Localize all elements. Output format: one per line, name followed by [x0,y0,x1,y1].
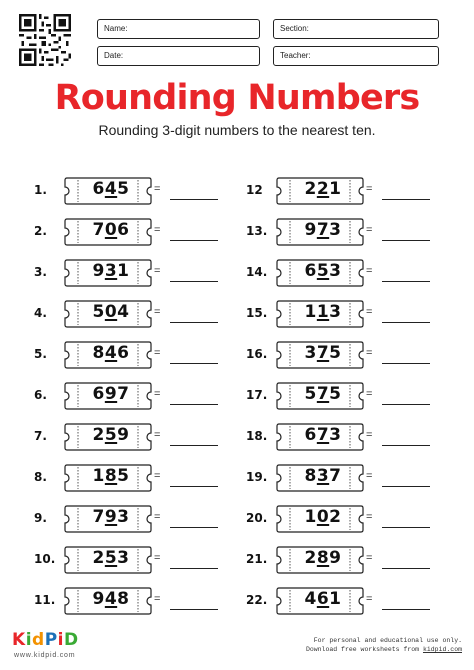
answer-line[interactable] [382,445,430,446]
tens-digit-underlined: 7 [316,425,330,445]
date-label: Date: [104,51,124,60]
ones-digit: 7 [329,466,342,486]
ticket-number [82,425,140,445]
ones-digit: 3 [117,548,130,568]
tens-digit-underlined: 7 [316,343,330,363]
qr-code-icon [19,14,71,66]
tens-digit-underlined: 0 [104,302,118,322]
section-label: Section: [280,24,309,33]
ticket-number [294,589,352,609]
equals-sign: = [154,265,161,277]
hundreds-digit: 6 [304,425,317,445]
ones-digit: 5 [329,384,342,404]
worksheet-subtitle: Rounding 3-digit numbers to the nearest ten. [98,122,376,138]
number-ticket [276,259,364,287]
ticket-number [82,343,140,363]
number-ticket [64,382,152,410]
answer-line[interactable] [382,199,430,200]
hundreds-digit: 1 [304,507,317,527]
name-label: Name: [104,24,128,33]
ones-digit: 5 [117,466,130,486]
answer-line[interactable] [382,404,430,405]
equals-sign: = [366,552,373,564]
answer-line[interactable] [170,199,218,200]
equals-sign: = [366,388,373,400]
footer-line-1: For personal and educational use only. [313,637,462,644]
tens-digit-underlined: 5 [104,548,118,568]
footer-site-link[interactable]: kidpid.com [422,646,462,653]
ticket-number [82,261,140,281]
footer-line-2-prefix: Download free worksheets from [305,646,423,653]
ones-digit: 3 [329,425,342,445]
hundreds-digit: 7 [92,507,105,527]
ones-digit: 6 [117,220,130,240]
ones-digit: 3 [329,261,342,281]
ones-digit: 5 [329,343,342,363]
ticket-number [82,589,140,609]
hundreds-digit: 8 [304,466,317,486]
answer-line[interactable] [170,486,218,487]
ones-digit: 2 [329,507,342,527]
logo-letter: i [25,630,33,650]
number-ticket [276,300,364,328]
number-ticket [276,341,364,369]
hundreds-digit: 2 [92,425,105,445]
problem-number: 8. [34,470,47,484]
worksheet-title: Rounding Numbers [54,78,420,118]
hundreds-digit: 2 [304,548,317,568]
ones-digit: 9 [329,548,342,568]
equals-sign: = [154,183,161,195]
ones-digit: 3 [329,220,342,240]
answer-line[interactable] [382,322,430,323]
number-ticket [64,218,152,246]
number-ticket [64,464,152,492]
hundreds-digit: 2 [304,179,317,199]
problem-number: 5. [34,347,47,361]
hundreds-digit: 5 [92,302,105,322]
ticket-number [82,548,140,568]
ticket-number [294,261,352,281]
ones-digit: 4 [117,302,130,322]
answer-line[interactable] [170,568,218,569]
ticket-number [294,425,352,445]
problem-number: 15. [246,306,268,320]
hundreds-digit: 5 [304,384,317,404]
problem-number: 6. [34,388,47,402]
problem-number: 1. [34,183,47,197]
hundreds-digit: 6 [304,261,317,281]
tens-digit-underlined: 4 [104,343,118,363]
section-field[interactable] [273,19,439,39]
tens-digit-underlined: 9 [104,384,118,404]
equals-sign: = [154,511,161,523]
hundreds-digit: 4 [304,589,317,609]
answer-line[interactable] [170,609,218,610]
ticket-number [294,507,352,527]
tens-digit-underlined: 3 [316,466,330,486]
number-ticket [64,505,152,533]
ticket-number [294,179,352,199]
number-ticket [276,546,364,574]
equals-sign: = [154,429,161,441]
ones-digit: 5 [117,179,130,199]
ones-digit: 8 [117,589,130,609]
tens-digit-underlined: 3 [104,261,118,281]
ticket-number [294,384,352,404]
answer-line[interactable] [170,363,218,364]
equals-sign: = [154,388,161,400]
logo-letter: K [12,630,26,650]
number-ticket [276,505,364,533]
ticket-number [294,302,352,322]
equals-sign: = [366,593,373,605]
tens-digit-underlined: 9 [104,507,118,527]
ticket-number [82,507,140,527]
equals-sign: = [366,183,373,195]
equals-sign: = [154,306,161,318]
number-ticket [64,423,152,451]
footer-line-2 [306,645,462,654]
tens-digit-underlined: 4 [104,589,118,609]
number-ticket [276,464,364,492]
problem-number: 14. [246,265,268,279]
ones-digit: 3 [329,302,342,322]
number-ticket [276,587,364,615]
ticket-number [82,179,140,199]
problem-number: 11. [34,593,56,607]
hundreds-digit: 7 [92,220,105,240]
tens-digit-underlined: 6 [316,589,330,609]
ticket-number [294,548,352,568]
tens-digit-underlined: 1 [316,302,330,322]
footer-note [306,636,462,654]
number-ticket [64,177,152,205]
hundreds-digit: 6 [92,384,105,404]
equals-sign: = [366,224,373,236]
problem-number: 19. [246,470,268,484]
problem-number: 4. [34,306,47,320]
teacher-label: Teacher: [280,51,311,60]
teacher-field[interactable] [273,46,439,66]
answer-line[interactable] [382,527,430,528]
number-ticket [64,546,152,574]
hundreds-digit: 1 [92,466,105,486]
hundreds-digit: 6 [92,179,105,199]
equals-sign: = [366,511,373,523]
problem-number: 10. [34,552,56,566]
equals-sign: = [366,429,373,441]
equals-sign: = [154,593,161,605]
answer-line[interactable] [170,404,218,405]
logo-url: www.kidpid.com [14,652,76,659]
ticket-number [82,220,140,240]
equals-sign: = [366,470,373,482]
number-ticket [64,341,152,369]
tens-digit-underlined: 7 [316,220,330,240]
problem-number: 7. [34,429,47,443]
answer-line[interactable] [382,281,430,282]
tens-digit-underlined: 5 [316,261,330,281]
tens-digit-underlined: 8 [316,548,330,568]
equals-sign: = [154,224,161,236]
logo-letter: D [63,630,79,650]
answer-line[interactable] [382,568,430,569]
tens-digit-underlined: 4 [104,179,118,199]
ones-digit: 7 [117,384,130,404]
equals-sign: = [154,470,161,482]
answer-line[interactable] [170,445,218,446]
equals-sign: = [366,265,373,277]
kidpid-logo [12,630,79,650]
hundreds-digit: 2 [92,548,105,568]
ones-digit: 1 [117,261,130,281]
hundreds-digit: 9 [92,589,105,609]
ones-digit: 6 [117,343,130,363]
problem-number: 17. [246,388,268,402]
number-ticket [64,300,152,328]
problem-number: 3. [34,265,47,279]
logo-letter: P [44,630,58,650]
equals-sign: = [366,306,373,318]
equals-sign: = [366,347,373,359]
number-ticket [64,259,152,287]
hundreds-digit: 8 [92,343,105,363]
answer-line[interactable] [170,322,218,323]
problem-number: 18. [246,429,268,443]
ticket-number [294,343,352,363]
name-field[interactable] [97,19,260,39]
ticket-number [82,384,140,404]
ones-digit: 1 [329,179,342,199]
problem-number: 2. [34,224,47,238]
answer-line[interactable] [382,363,430,364]
equals-sign: = [154,347,161,359]
problem-number: 20. [246,511,268,525]
ticket-number [82,302,140,322]
number-ticket [276,218,364,246]
answer-line[interactable] [382,240,430,241]
problem-number: 13. [246,224,268,238]
ones-digit: 9 [117,425,130,445]
problem-number: 9. [34,511,47,525]
answer-line[interactable] [382,486,430,487]
problem-number: 22. [246,593,268,607]
answer-line[interactable] [170,240,218,241]
tens-digit-underlined: 0 [316,507,330,527]
hundreds-digit: 1 [304,302,317,322]
ticket-number [294,220,352,240]
ones-digit: 1 [329,589,342,609]
problem-number: 21. [246,552,268,566]
equals-sign: = [154,552,161,564]
hundreds-digit: 9 [304,220,317,240]
tens-digit-underlined: 7 [316,384,330,404]
ticket-number [82,466,140,486]
logo-letter: d [32,630,45,650]
ones-digit: 3 [117,507,130,527]
problem-number: 16. [246,347,268,361]
tens-digit-underlined: 2 [316,179,330,199]
tens-digit-underlined: 0 [104,220,118,240]
tens-digit-underlined: 5 [104,425,118,445]
number-ticket [276,382,364,410]
logo-letter: i [57,630,64,650]
answer-line[interactable] [170,527,218,528]
answer-line[interactable] [170,281,218,282]
problem-number: 12 [246,183,263,197]
number-ticket [276,177,364,205]
ticket-number [294,466,352,486]
number-ticket [64,587,152,615]
date-field[interactable] [97,46,260,66]
answer-line[interactable] [382,609,430,610]
hundreds-digit: 3 [304,343,317,363]
tens-digit-underlined: 8 [104,466,118,486]
hundreds-digit: 9 [92,261,105,281]
number-ticket [276,423,364,451]
